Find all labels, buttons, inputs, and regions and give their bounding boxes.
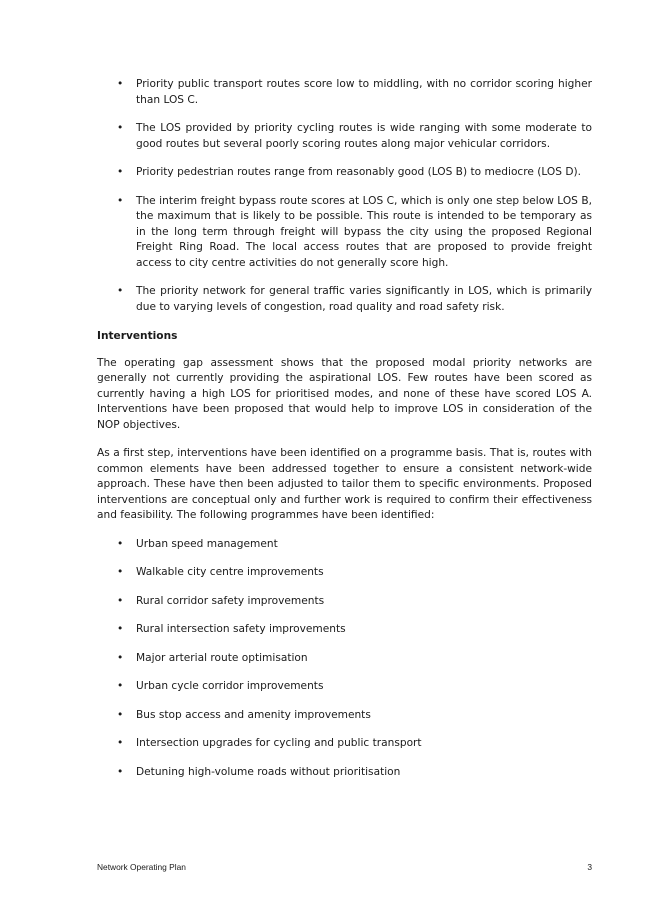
page-body bbox=[97, 77, 592, 793]
bullet-icon: • bbox=[117, 194, 124, 207]
list-item bbox=[97, 165, 592, 181]
list-item-text: Priority public transport routes score low to middling, with no corridor scoring higher than LOS C. bbox=[136, 78, 592, 106]
list-item bbox=[97, 284, 592, 315]
list-item bbox=[97, 708, 592, 724]
bullet-icon: • bbox=[117, 765, 124, 778]
list-item bbox=[97, 77, 592, 108]
footer-title: Network Operating Plan bbox=[97, 862, 186, 872]
bullet-icon: • bbox=[117, 651, 124, 664]
list-item-text: Bus stop access and amenity improvements bbox=[136, 708, 371, 721]
list-item-text: Urban speed management bbox=[136, 537, 278, 550]
paragraph: As a first step, interventions have been identified on a programme basis. That is, routes with common elements have been addressed together to ensure a consistent network-wide approach. These have then been adjusted to tailor them to specific environments. Proposed interventions are conceptual only and further work is required to confirm their effectiveness and feasibility. The following programmes have been identified: bbox=[97, 447, 592, 521]
list-item-text: The LOS provided by priority cycling routes is wide ranging with some moderate to good routes but several poorly scoring routes along major vehicular corridors. bbox=[136, 122, 592, 150]
list-item bbox=[97, 679, 592, 695]
list-item-text: The interim freight bypass route scores at LOS C, which is only one step below LOS B, the maximum that is likely to be possible. This route is intended to be temporary as in the long term through freight will bypass the city using the proposed Regional Freight Ring Road. The local access routes that are proposed to provide freight access to city centre activities do not generally score high. bbox=[136, 194, 592, 269]
list-item bbox=[97, 537, 592, 553]
programmes-list bbox=[97, 537, 592, 781]
bullet-icon: • bbox=[117, 166, 124, 178]
list-item bbox=[97, 736, 592, 752]
list-item-text: Priority pedestrian routes range from reasonably good (LOS B) to mediocre (LOS D). bbox=[136, 166, 582, 178]
list-item-text: Major arterial route optimisation bbox=[136, 651, 308, 664]
bullet-icon: • bbox=[117, 623, 124, 635]
list-item-text: Intersection upgrades for cycling and public transport bbox=[136, 737, 422, 749]
list-item-text: The priority network for general traffic varies significantly in LOS, which is primarily due to varying levels of congestion, road quality and road safety risk. bbox=[136, 285, 592, 313]
bullet-icon: • bbox=[117, 708, 124, 721]
findings-list bbox=[97, 77, 592, 315]
list-item bbox=[97, 121, 592, 152]
bullet-icon: • bbox=[117, 680, 124, 692]
list-item-text: Rural corridor safety improvements bbox=[136, 594, 325, 607]
list-item bbox=[97, 622, 592, 638]
bullet-icon: • bbox=[117, 122, 124, 134]
page-number: 3 bbox=[587, 862, 592, 872]
list-item bbox=[97, 194, 592, 272]
bullet-icon: • bbox=[117, 537, 124, 550]
list-item bbox=[97, 765, 592, 781]
bullet-icon: • bbox=[117, 594, 124, 607]
list-item bbox=[97, 594, 592, 610]
bullet-icon: • bbox=[117, 566, 124, 578]
list-item bbox=[97, 651, 592, 667]
bullet-icon: • bbox=[117, 737, 124, 749]
list-item bbox=[97, 565, 592, 581]
bullet-icon: • bbox=[117, 78, 124, 90]
paragraph: The operating gap assessment shows that the proposed modal priority networks are generally not currently providing the aspirational LOS. Few routes have been scored as currently having a high LOS for prioritised modes, and none of these have scored LOS A. Interventions have been proposed that would help to improve LOS in consideration of the NOP objectives. bbox=[97, 356, 592, 431]
list-item-text: Urban cycle corridor improvements bbox=[136, 680, 324, 692]
list-item-text: Rural intersection safety improvements bbox=[136, 623, 346, 635]
section-heading: Interventions bbox=[97, 330, 178, 342]
list-item-text: Walkable city centre improvements bbox=[136, 566, 324, 578]
bullet-icon: • bbox=[117, 285, 124, 297]
list-item-text: Detuning high-volume roads without prioritisation bbox=[136, 765, 401, 778]
